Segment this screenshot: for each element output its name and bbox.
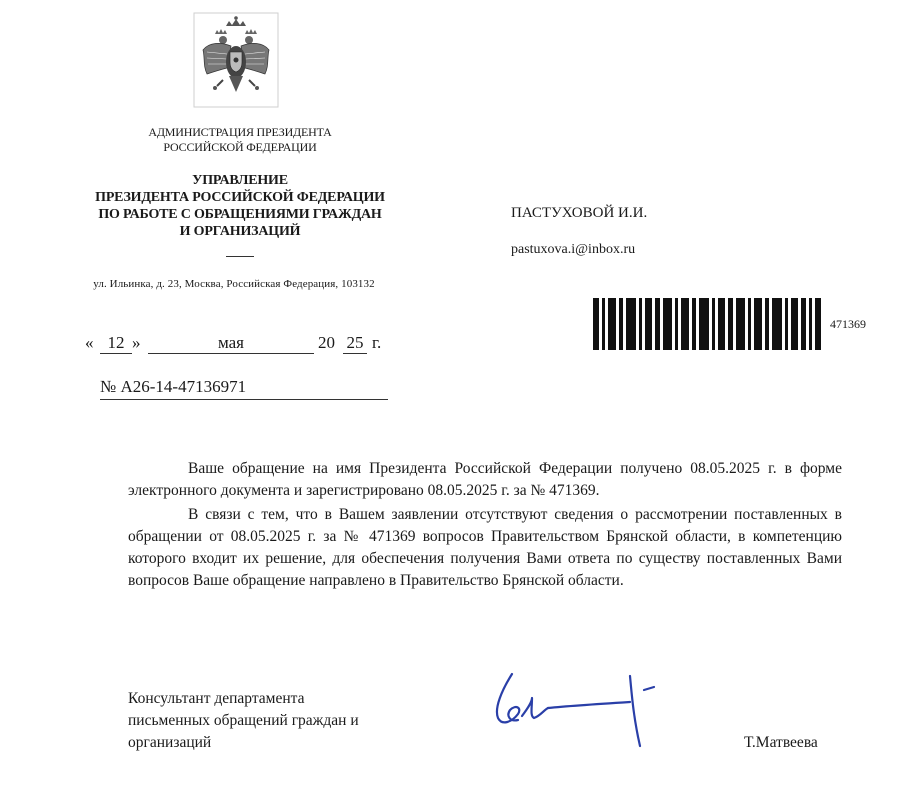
date-year-prefix: 20 bbox=[318, 333, 335, 352]
recipient-email: pastuxova.i@inbox.ru bbox=[511, 242, 636, 257]
body-paragraph-1: Ваше обращение на имя Президента Российской Федерации получено 08.05.2025 г. в форме электронного документа и зарегистрировано 08.05.2025 г. за № 471369. bbox=[128, 460, 842, 499]
date-open-quote: « bbox=[85, 333, 94, 352]
department-line-4: И ОРГАНИЗАЦИЙ bbox=[179, 224, 301, 239]
signer-title bbox=[128, 688, 448, 754]
administration-line-1: АДМИНИСТРАЦИЯ ПРЕЗИДЕНТА bbox=[148, 125, 332, 139]
header-divider bbox=[226, 256, 254, 257]
coat-of-arms-emblem-icon bbox=[193, 12, 279, 108]
barcode-icon bbox=[593, 298, 821, 350]
date-day: 12 bbox=[100, 333, 132, 354]
signer-title-line-1: Консультант департамента bbox=[128, 690, 305, 707]
date-close-quote: » bbox=[132, 333, 141, 352]
signer-title-line-2: письменных обращений граждан и bbox=[128, 712, 359, 729]
sender-address: ул. Ильинка, д. 23, Москва, Российская Федерация, 103132 bbox=[93, 278, 375, 290]
department-header bbox=[60, 172, 420, 240]
date-year-suffix: 25 bbox=[343, 333, 367, 354]
administration-header bbox=[100, 125, 380, 155]
barcode-number: 471369 bbox=[830, 317, 866, 331]
department-line-1: УПРАВЛЕНИЕ bbox=[192, 173, 288, 188]
administration-line-2: РОССИЙСКОЙ ФЕДЕРАЦИИ bbox=[163, 140, 317, 154]
date-month: мая bbox=[148, 333, 314, 354]
body-paragraph-2: В связи с тем, что в Вашем заявлении отсутствуют сведения о рассмотрении поставленных в обращении от 08.05.2025 г. за № 471369 вопросов Правительством Брянской области, в компетенцию которого входит их решение, для обеспечения получения Вами ответа по существу поставленных Вами вопросов Ваше обращение направлено в Правительство Брянской области. bbox=[128, 506, 842, 589]
department-line-2: ПРЕЗИДЕНТА РОССИЙСКОЙ ФЕДЕРАЦИИ bbox=[95, 190, 385, 205]
department-line-3: ПО РАБОТЕ С ОБРАЩЕНИЯМИ ГРАЖДАН bbox=[98, 207, 382, 222]
date-year-mark: г. bbox=[372, 333, 382, 352]
recipient-name: ПАСТУХОВОЙ И.И. bbox=[511, 205, 648, 221]
registration-number: № А26-14-47136971 bbox=[100, 377, 388, 400]
signer-title-line-3: организаций bbox=[128, 734, 212, 751]
signer-name: Т.Матвеева bbox=[744, 734, 818, 751]
handwritten-signature-icon bbox=[488, 668, 668, 750]
letter-body bbox=[128, 458, 842, 592]
